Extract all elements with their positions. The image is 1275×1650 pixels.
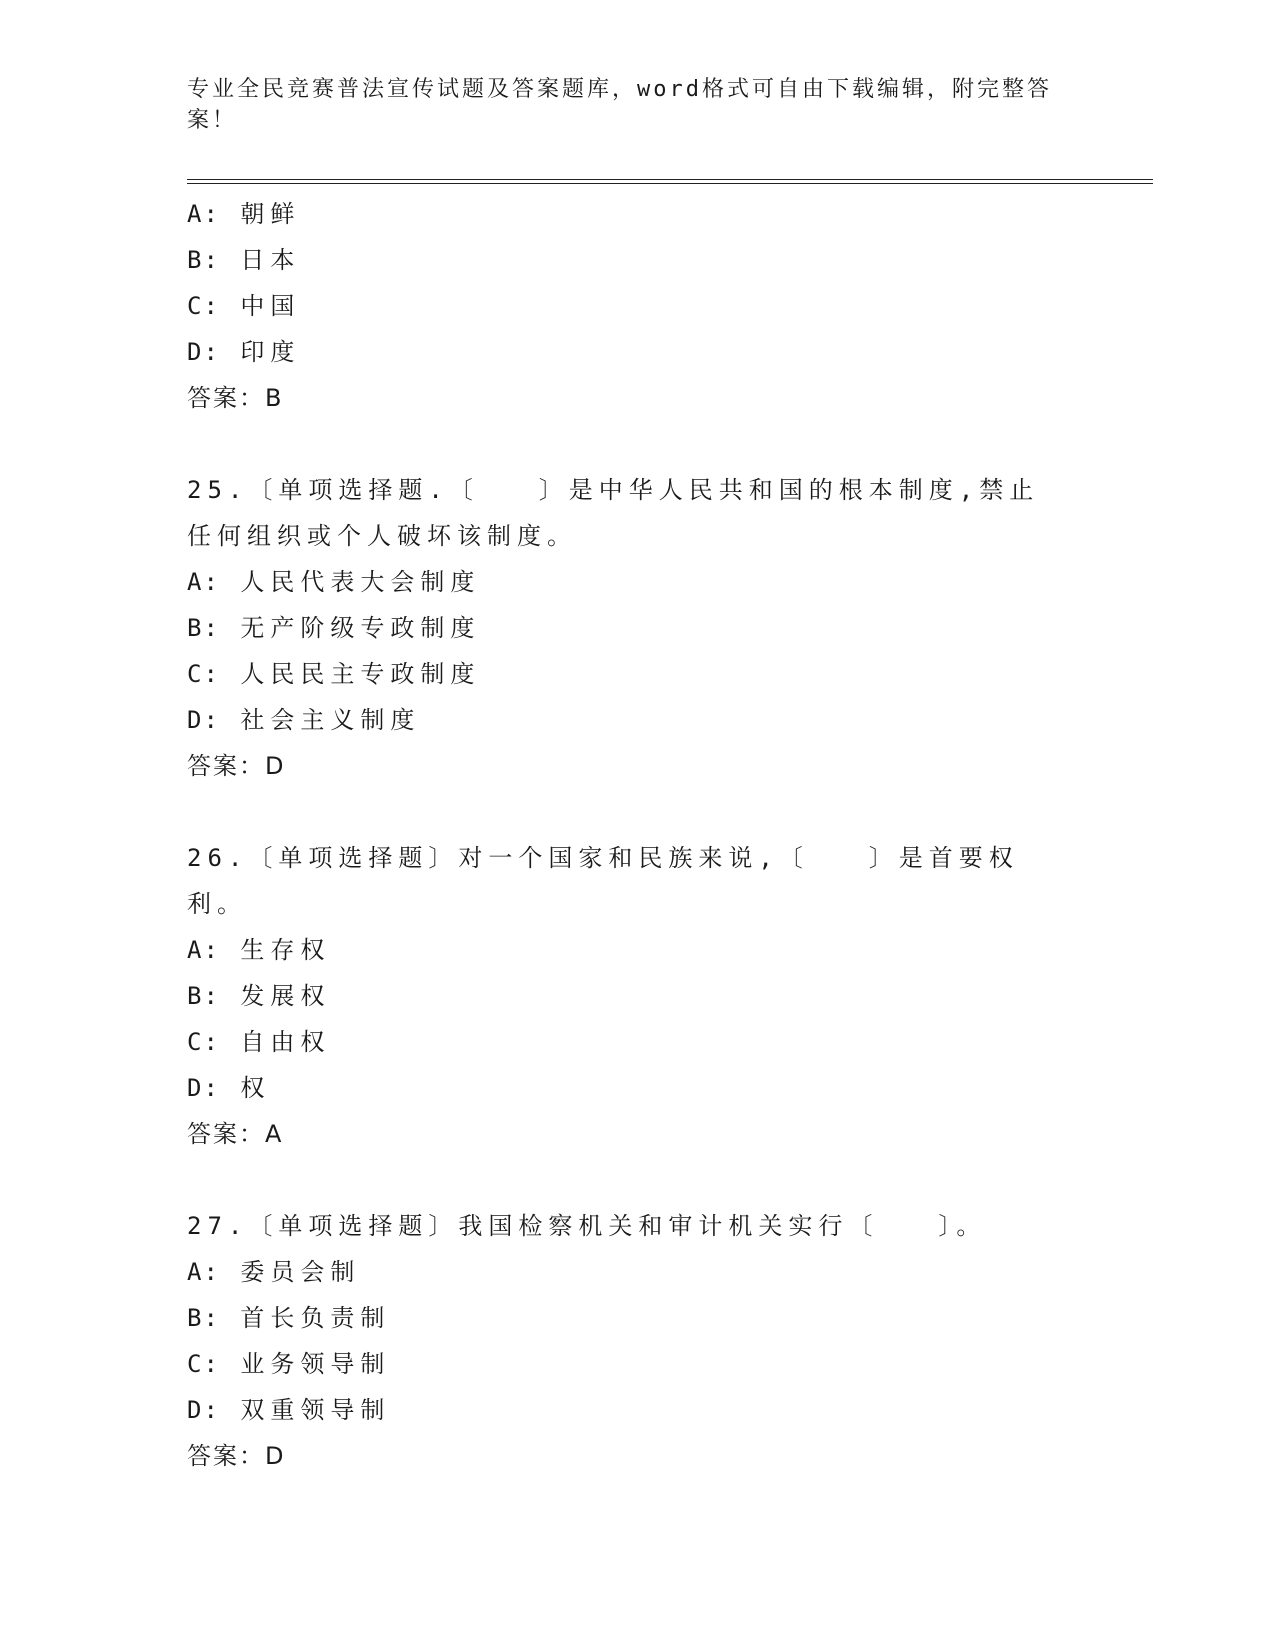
- spacer: [187, 789, 1087, 835]
- option-letter: A:: [187, 200, 220, 228]
- option-c: [187, 1341, 1087, 1387]
- option-text: 委员会制: [240, 1258, 361, 1286]
- option-text: 发展权: [240, 982, 331, 1010]
- option-text: 自由权: [240, 1028, 331, 1056]
- option-d: [187, 1065, 1087, 1111]
- answer-line: 答案：D: [187, 1442, 286, 1470]
- answer-line: 答案：A: [187, 1120, 284, 1148]
- option-text: 无产阶级专政制度: [240, 614, 481, 642]
- option-letter: C:: [187, 660, 220, 688]
- option-letter: B:: [187, 1304, 220, 1332]
- option-text: 人民代表大会制度: [240, 568, 481, 596]
- option-text: 首长负责制: [240, 1304, 391, 1332]
- option-b: [187, 1295, 1087, 1341]
- option-letter: D:: [187, 1074, 220, 1102]
- option-b: [187, 973, 1087, 1019]
- option-letter: D:: [187, 706, 220, 734]
- spacer: [187, 421, 1087, 467]
- header-rule-bottom: [187, 183, 1153, 184]
- option-text: 双重领导制: [240, 1396, 391, 1424]
- option-d: [187, 1387, 1087, 1433]
- answer-line: 答案：B: [187, 384, 284, 412]
- option-c: [187, 651, 1087, 697]
- question-stem: 26.〔单项选择题〕对一个国家和民族来说,〔 〕是首要权利。: [187, 844, 1019, 918]
- option-b: [187, 237, 1087, 283]
- question-26: [187, 835, 1087, 1157]
- document-body: [187, 191, 1087, 1479]
- spacer: [187, 1157, 1087, 1203]
- option-d: [187, 697, 1087, 743]
- option-text: 印度: [240, 338, 301, 366]
- question-partial: [187, 191, 1087, 421]
- option-text: 朝鲜: [240, 200, 301, 228]
- option-letter: D:: [187, 1396, 220, 1424]
- option-letter: D:: [187, 338, 220, 366]
- option-text: 业务领导制: [240, 1350, 391, 1378]
- option-a: [187, 559, 1087, 605]
- question-stem: 27.〔单项选择题〕我国检察机关和审计机关实行〔 〕。: [187, 1212, 987, 1240]
- answer-line: 答案：D: [187, 752, 286, 780]
- option-text: 人民民主专政制度: [240, 660, 481, 688]
- option-text: 中国: [240, 292, 301, 320]
- option-a: [187, 1249, 1087, 1295]
- option-d: [187, 329, 1087, 375]
- option-letter: B:: [187, 614, 220, 642]
- option-text: 生存权: [240, 936, 331, 964]
- option-letter: C:: [187, 292, 220, 320]
- option-letter: A:: [187, 568, 220, 596]
- option-letter: B:: [187, 246, 220, 274]
- option-text: 社会主义制度: [240, 706, 421, 734]
- option-c: [187, 283, 1087, 329]
- option-letter: B:: [187, 982, 220, 1010]
- option-c: [187, 1019, 1087, 1065]
- option-b: [187, 605, 1087, 651]
- header-rule-top: [187, 179, 1153, 180]
- question-25: [187, 467, 1087, 789]
- option-text: 权: [240, 1074, 271, 1102]
- document-header: 专业全民竞赛普法宣传试题及答案题库，word格式可自由下载编辑，附完整答案！: [187, 77, 1052, 133]
- option-text: 日本: [240, 246, 301, 274]
- option-letter: A:: [187, 1258, 220, 1286]
- option-letter: C:: [187, 1350, 220, 1378]
- option-letter: A:: [187, 936, 220, 964]
- option-letter: C:: [187, 1028, 220, 1056]
- question-27: [187, 1203, 1087, 1479]
- option-a: [187, 927, 1087, 973]
- question-stem: 25.〔单项选择题.〔 〕是中华人民共和国的根本制度,禁止任何组织或个人破坏该制度。: [187, 476, 1040, 550]
- option-a: [187, 191, 1087, 237]
